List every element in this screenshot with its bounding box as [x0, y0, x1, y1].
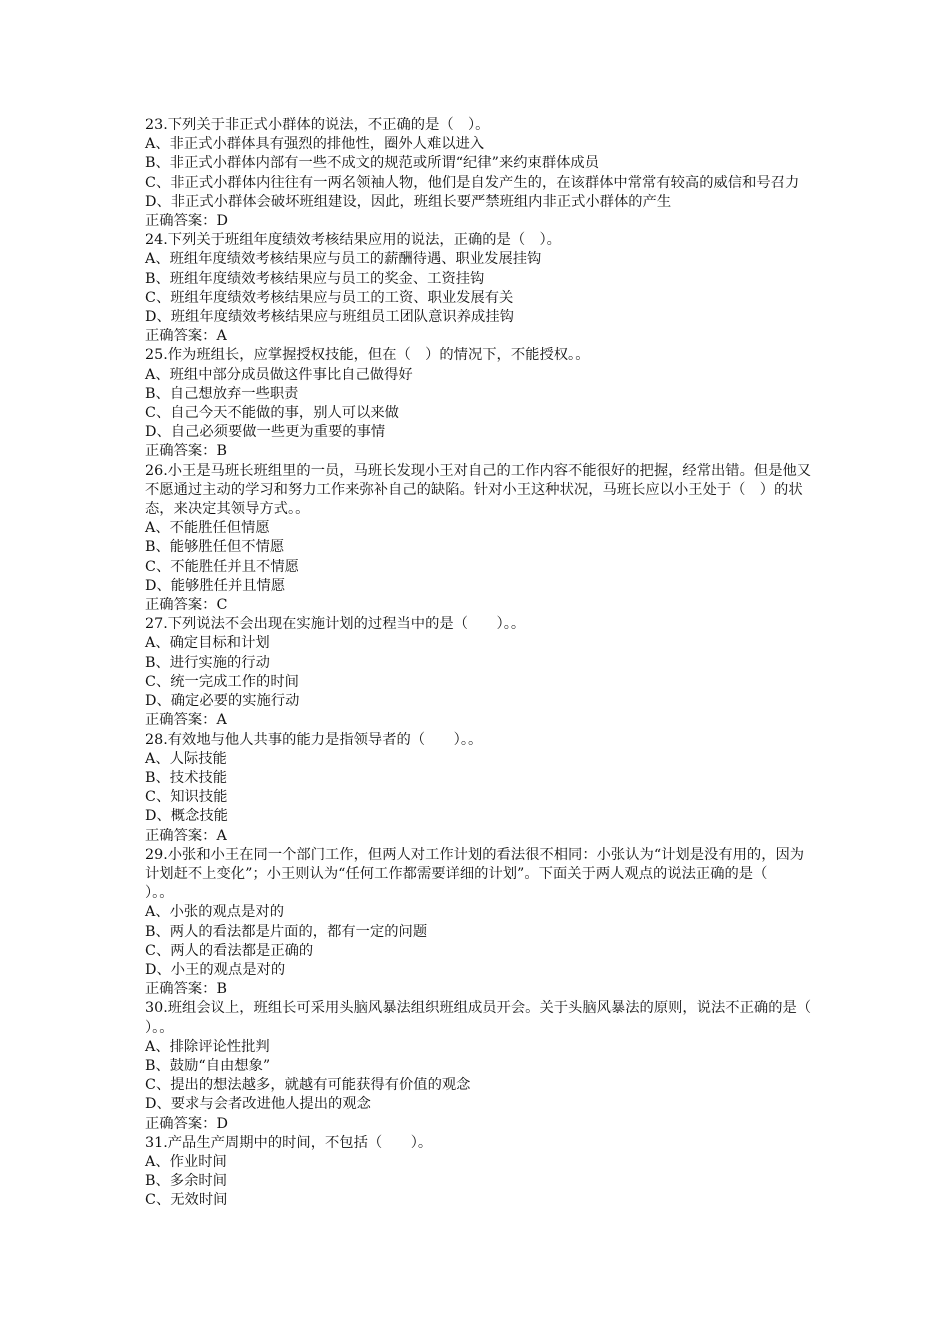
- correct-answer: 正确答案：C: [145, 597, 228, 614]
- answer-option: C、提出的想法越多，就越有可能获得有价值的观念: [145, 1077, 471, 1094]
- question-stem: 23.下列关于非正式小群体的说法，不正确的是（ ）。: [145, 117, 490, 133]
- question-stem: 24.下列关于班组年度绩效考核结果应用的说法，正确的是（ ）。: [145, 232, 561, 249]
- answer-option: C、统一完成工作的时间: [145, 673, 299, 690]
- question-stem: 27.下列说法不会出现在实施计划的过程当中的是（ ）。。: [145, 616, 526, 633]
- answer-option: B、鼓励“自由想象”: [145, 1057, 271, 1074]
- question-block: [145, 116, 815, 231]
- answer-option: C、自己今天不能做的事，别人可以来做: [145, 405, 399, 422]
- answer-option: D、概念技能: [145, 808, 228, 825]
- answer-option: A、班组年度绩效考核结果应与员工的薪酬待遇、职业发展挂钩: [145, 251, 542, 268]
- answer-option: B、进行实施的行动: [145, 654, 270, 671]
- answer-option: A、小张的观点是对的: [145, 904, 284, 921]
- answer-option: C、班组年度绩效考核结果应与员工的工资、职业发展有关: [145, 289, 514, 306]
- question-block: [145, 462, 815, 616]
- answer-option: D、要求与会者改进他人提出的观念: [145, 1096, 371, 1113]
- answer-option: C、知识技能: [145, 789, 228, 806]
- answer-option: B、能够胜任但不情愿: [145, 539, 285, 556]
- correct-answer: 正确答案：A: [145, 712, 227, 729]
- question-block: [145, 999, 840, 1133]
- question-block: [145, 231, 815, 346]
- answer-option: C、无效时间: [145, 1192, 228, 1209]
- answer-option: A、排除评论性批判: [145, 1038, 270, 1055]
- question-stem: 29.小张和小王在同一个部门工作，但两人对工作计划的看法很不相同：小张认为“计划是没有用的，因为计划赶不上变化”；小王则认为“任何工作都需要详细的计划”。下面关于两人观点的说法正确的是（ ）。。: [145, 846, 805, 902]
- answer-option: A、非正式小群体具有强烈的排他性，圈外人难以进入: [145, 136, 485, 153]
- answer-option: D、自己必须要做一些更为重要的事情: [145, 424, 386, 441]
- answer-option: C、两人的看法都是正确的: [145, 942, 314, 959]
- answer-option: B、技术技能: [145, 769, 227, 786]
- answer-option: D、非正式小群体会破坏班组建设，因此，班组长要严禁班组内非正式小群体的产生: [145, 193, 672, 210]
- answer-option: B、多余时间: [145, 1173, 227, 1190]
- correct-answer: 正确答案：A: [145, 328, 227, 345]
- answer-option: B、自己想放弃一些职责: [145, 385, 299, 402]
- question-stem: 26.小王是马班长班组里的一员，马班长发现小王对自己的工作内容不能很好的把握，经常出错。但是他又不愿通过主动的学习和努力工作来弥补自己的缺陷。针对小王这种状况，马班长应以小王处于（ ）的状态，来决定其领导方式。。: [145, 462, 812, 518]
- answer-option: A、班组中部分成员做这件事比自己做得好: [145, 366, 413, 383]
- correct-answer: 正确答案：D: [145, 213, 228, 230]
- answer-option: A、人际技能: [145, 750, 227, 767]
- correct-answer: 正确答案：A: [145, 827, 227, 844]
- document-page: [145, 116, 840, 1211]
- answer-option: D、确定必要的实施行动: [145, 693, 300, 710]
- answer-option: C、不能胜任并且不情愿: [145, 558, 299, 575]
- answer-option: D、班组年度绩效考核结果应与班组员工团队意识养成挂钩: [145, 309, 514, 326]
- question-block: [145, 1134, 815, 1211]
- correct-answer: 正确答案：B: [145, 981, 227, 998]
- answer-option: B、两人的看法都是片面的，都有一定的问题: [145, 923, 428, 940]
- answer-option: D、能够胜任并且情愿: [145, 577, 286, 594]
- question-block: [145, 731, 815, 846]
- question-stem: 31.产品生产周期中的时间，不包括（ ）。: [145, 1134, 433, 1151]
- question-block: [145, 346, 815, 461]
- correct-answer: 正确答案：B: [145, 443, 227, 460]
- answer-option: A、确定目标和计划: [145, 635, 270, 652]
- answer-option: C、非正式小群体内往往有一两名领袖人物，他们是自发产生的，在该群体中常常有较高的威信和号召力: [145, 174, 800, 191]
- answer-option: B、非正式小群体内部有一些不成文的规范或所谓“纪律”来约束群体成员: [145, 155, 600, 172]
- answer-option: D、小王的观点是对的: [145, 961, 286, 978]
- answer-option: B、班组年度绩效考核结果应与员工的奖金、工资挂钩: [145, 270, 485, 287]
- question-stem: 25.作为班组长，应掌握授权技能，但在（ ）的情况下，不能授权。。: [145, 347, 590, 364]
- correct-answer: 正确答案：D: [145, 1115, 228, 1132]
- answer-option: A、不能胜任但情愿: [145, 520, 270, 537]
- question-stem: 30.班组会议上，班组长可采用头脑风暴法组织班组成员开会。关于头脑风暴法的原则，说法不正确的是（ ）。。: [145, 1000, 840, 1036]
- question-block: [145, 615, 815, 730]
- answer-option: A、作业时间: [145, 1153, 227, 1170]
- question-block: [145, 846, 815, 1000]
- question-stem: 28.有效地与他人共事的能力是指领导者的（ ）。。: [145, 731, 483, 748]
